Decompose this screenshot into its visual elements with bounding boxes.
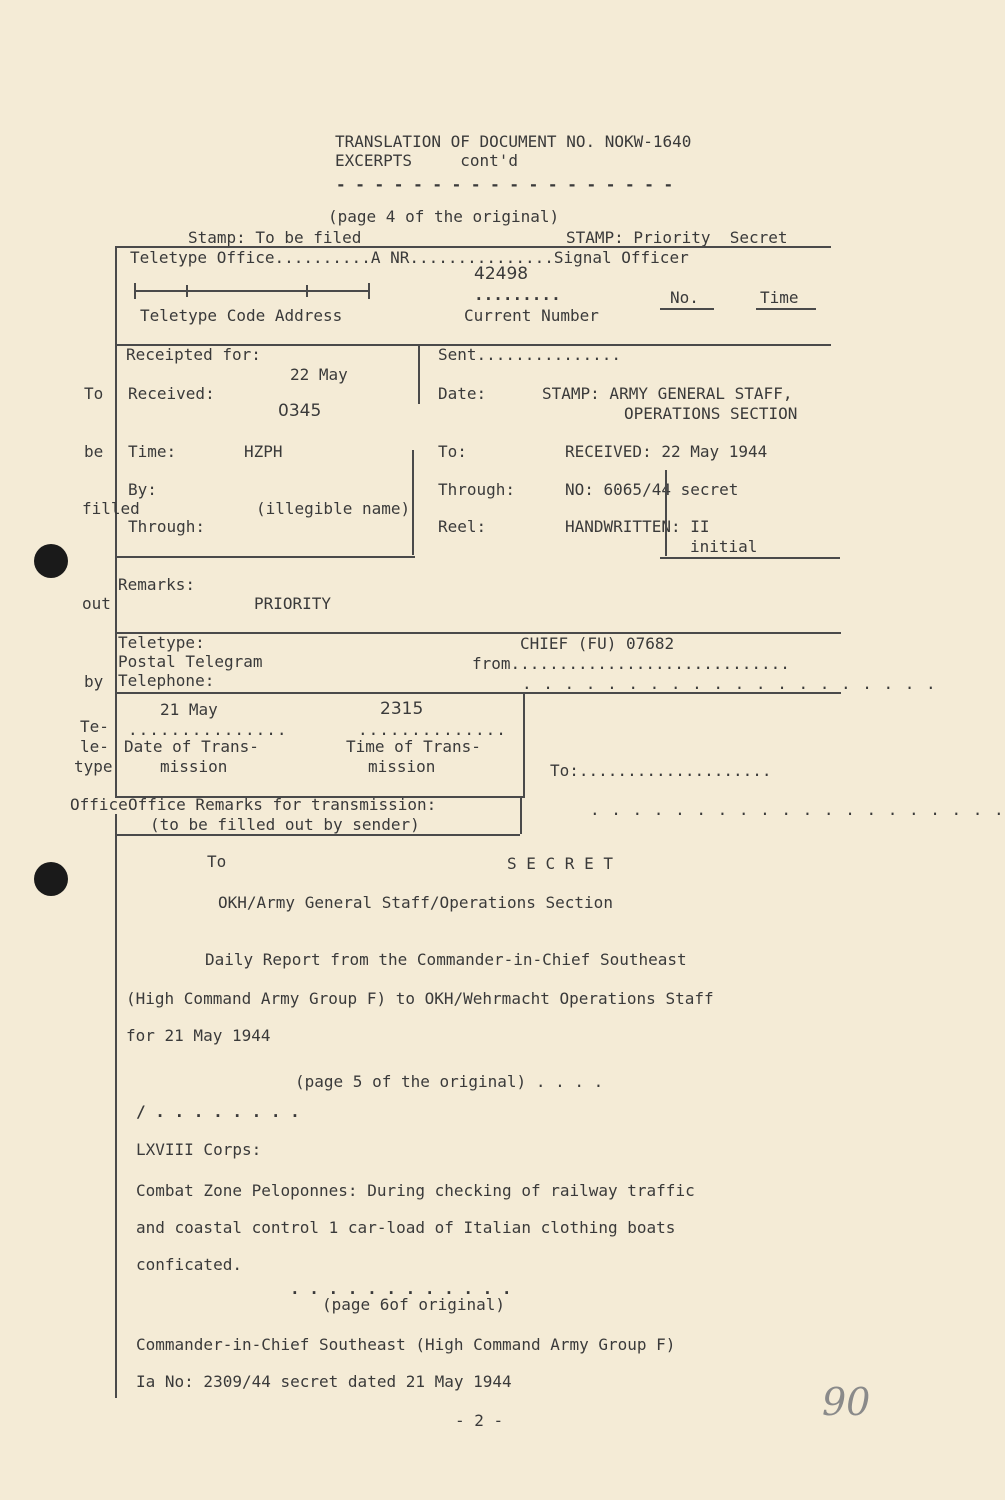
telephone-label: Telephone: (118, 671, 215, 690)
header-separator: - - - - - - - - - - - - - - - - - - (336, 175, 674, 194)
para2-line3: conficated. (136, 1255, 242, 1274)
page-number: - 2 - (455, 1411, 504, 1430)
divider (418, 344, 420, 404)
secret-title: S E C R E T (507, 854, 613, 873)
divider (115, 692, 841, 694)
margin-le: le- (80, 737, 109, 756)
chief-fu: CHIEF (FU) 07682 (520, 634, 675, 653)
divider (306, 285, 308, 297)
stamp-army-general-staff: STAMP: ARMY GENERAL STAFF, (542, 384, 793, 403)
para1-line2: (High Command Army Group F) to OKH/Wehrmacht Operations Staff (126, 989, 714, 1008)
divider (115, 632, 841, 634)
teletype-office: Teletype Office..........A NR...............Signal Officer (130, 248, 689, 267)
initial-label: initial (690, 537, 758, 556)
translation-title: TRANSLATION OF DOCUMENT NO. NOKW-1640 (335, 132, 692, 151)
okh-line: OKH/Army General Staff/Operations Section (218, 893, 613, 912)
divider (115, 556, 415, 558)
divider (523, 692, 525, 798)
para2-line1: Combat Zone Peloponnes: During checking of railway traffic (136, 1181, 695, 1200)
remarks-label: Remarks: (118, 575, 196, 594)
trans-time-label-2: mission (368, 757, 436, 776)
corps-heading: LXVIII Corps: (136, 1140, 262, 1159)
divider (660, 308, 714, 310)
from-label: from............................. (472, 654, 790, 673)
sent-label: Sent............... (438, 345, 622, 364)
divider (665, 470, 667, 556)
dotted-line: ............... (128, 720, 288, 739)
priority-value: PRIORITY (254, 594, 332, 613)
margin-by: by (84, 672, 104, 691)
current-number-value: 42498 (474, 264, 529, 284)
postal-telegram-label: Postal Telegram (118, 652, 263, 671)
margin-to: To (84, 384, 104, 403)
dots-row: . . . . . . . . . . . . (290, 1279, 512, 1298)
trans-date-label: Date of Trans- (124, 737, 259, 756)
to-dotted: To:.................... (550, 761, 772, 780)
stamp-operations-section: OPERATIONS SECTION (624, 404, 798, 423)
remarks-transmission-2: (to be filled out by sender) (150, 815, 420, 834)
divider (186, 285, 188, 297)
margin-office: Office (70, 795, 128, 814)
received-time: 0345 (278, 401, 322, 421)
para2-line2: and coastal control 1 car-load of Italian clothing boats (136, 1218, 676, 1237)
page-note-top: (page 4 of the original) (328, 207, 560, 226)
margin-filled: filled (82, 499, 140, 518)
stamp-priority-secret: STAMP: Priority Secret (566, 228, 788, 247)
divider (520, 798, 522, 834)
handwritten-note: HANDWRITTEN: II (565, 517, 710, 536)
trans-time-label: Time of Trans- (346, 737, 481, 756)
form-left-rule (115, 246, 117, 1398)
code-address: Teletype Code Address (140, 306, 343, 325)
no-label: No. (670, 288, 699, 307)
divider (756, 308, 816, 310)
margin-type: type (74, 757, 113, 776)
received-label: Received: (128, 384, 215, 403)
by-label: By: (128, 480, 157, 499)
time-value: HZPH (244, 442, 283, 461)
reel-label: Reel: (438, 517, 487, 536)
margin-out: out (82, 594, 111, 613)
time-label-2: Time: (128, 442, 177, 461)
remarks-transmission: Office Remarks for transmission: (128, 795, 437, 814)
teletype-label: Teletype: (118, 633, 205, 652)
para1-line3: for 21 May 1944 (126, 1026, 271, 1045)
stamp-to-be-filed: Stamp: To be filed (188, 228, 362, 247)
pencil-page-number: 90 (822, 1380, 871, 1424)
divider (412, 450, 414, 555)
punch-hole (34, 544, 68, 578)
date-label: Date: (438, 384, 487, 403)
current-number-dots: ......... (474, 285, 561, 304)
receipted-date: 22 May (290, 365, 348, 384)
current-number-label: Current Number (464, 306, 599, 325)
body-to: To (207, 852, 227, 871)
through-label-2: Through: (438, 480, 516, 499)
divider (368, 283, 370, 299)
dotted-line: . . . . . . . . . . . . . . . . . . . . (590, 800, 1005, 819)
divider (134, 283, 136, 299)
receipted-for: Receipted for: (126, 345, 261, 364)
by-value: (illegible name) (256, 499, 411, 518)
commander-line: Commander-in-Chief Southeast (High Command Army Group F) (136, 1335, 676, 1354)
margin-te: Te- (80, 717, 109, 736)
through-label: Through: (128, 517, 206, 536)
dotted-line: .............. (358, 720, 507, 739)
dotted-line: . . . . . . . . . . . . . . . . . . . . (522, 674, 937, 693)
divider (115, 834, 520, 836)
page-5-note: (page 5 of the original) . . . . (295, 1072, 604, 1091)
code-address-bracket (134, 290, 370, 292)
margin-be: be (84, 442, 104, 461)
slash-dots: / . . . . . . . . (136, 1102, 300, 1121)
time-label: Time (760, 288, 799, 307)
to-label: To: (438, 442, 467, 461)
ia-number-line: Ia No: 2309/44 secret dated 21 May 1944 (136, 1372, 512, 1391)
trans-time-value: 2315 (380, 699, 424, 719)
para1-line1: Daily Report from the Commander-in-Chief Southeast (205, 950, 687, 969)
page-6-note: (page 6of original) (322, 1295, 506, 1314)
number-secret: NO: 6065/44 secret (565, 480, 739, 499)
trans-date-label-2: mission (160, 757, 228, 776)
divider (660, 557, 840, 559)
trans-date-value: 21 May (160, 700, 218, 719)
received-stamp: RECEIVED: 22 May 1944 (565, 442, 768, 461)
excerpts-line: EXCERPTS cont'd (335, 151, 519, 170)
punch-hole (34, 862, 68, 896)
